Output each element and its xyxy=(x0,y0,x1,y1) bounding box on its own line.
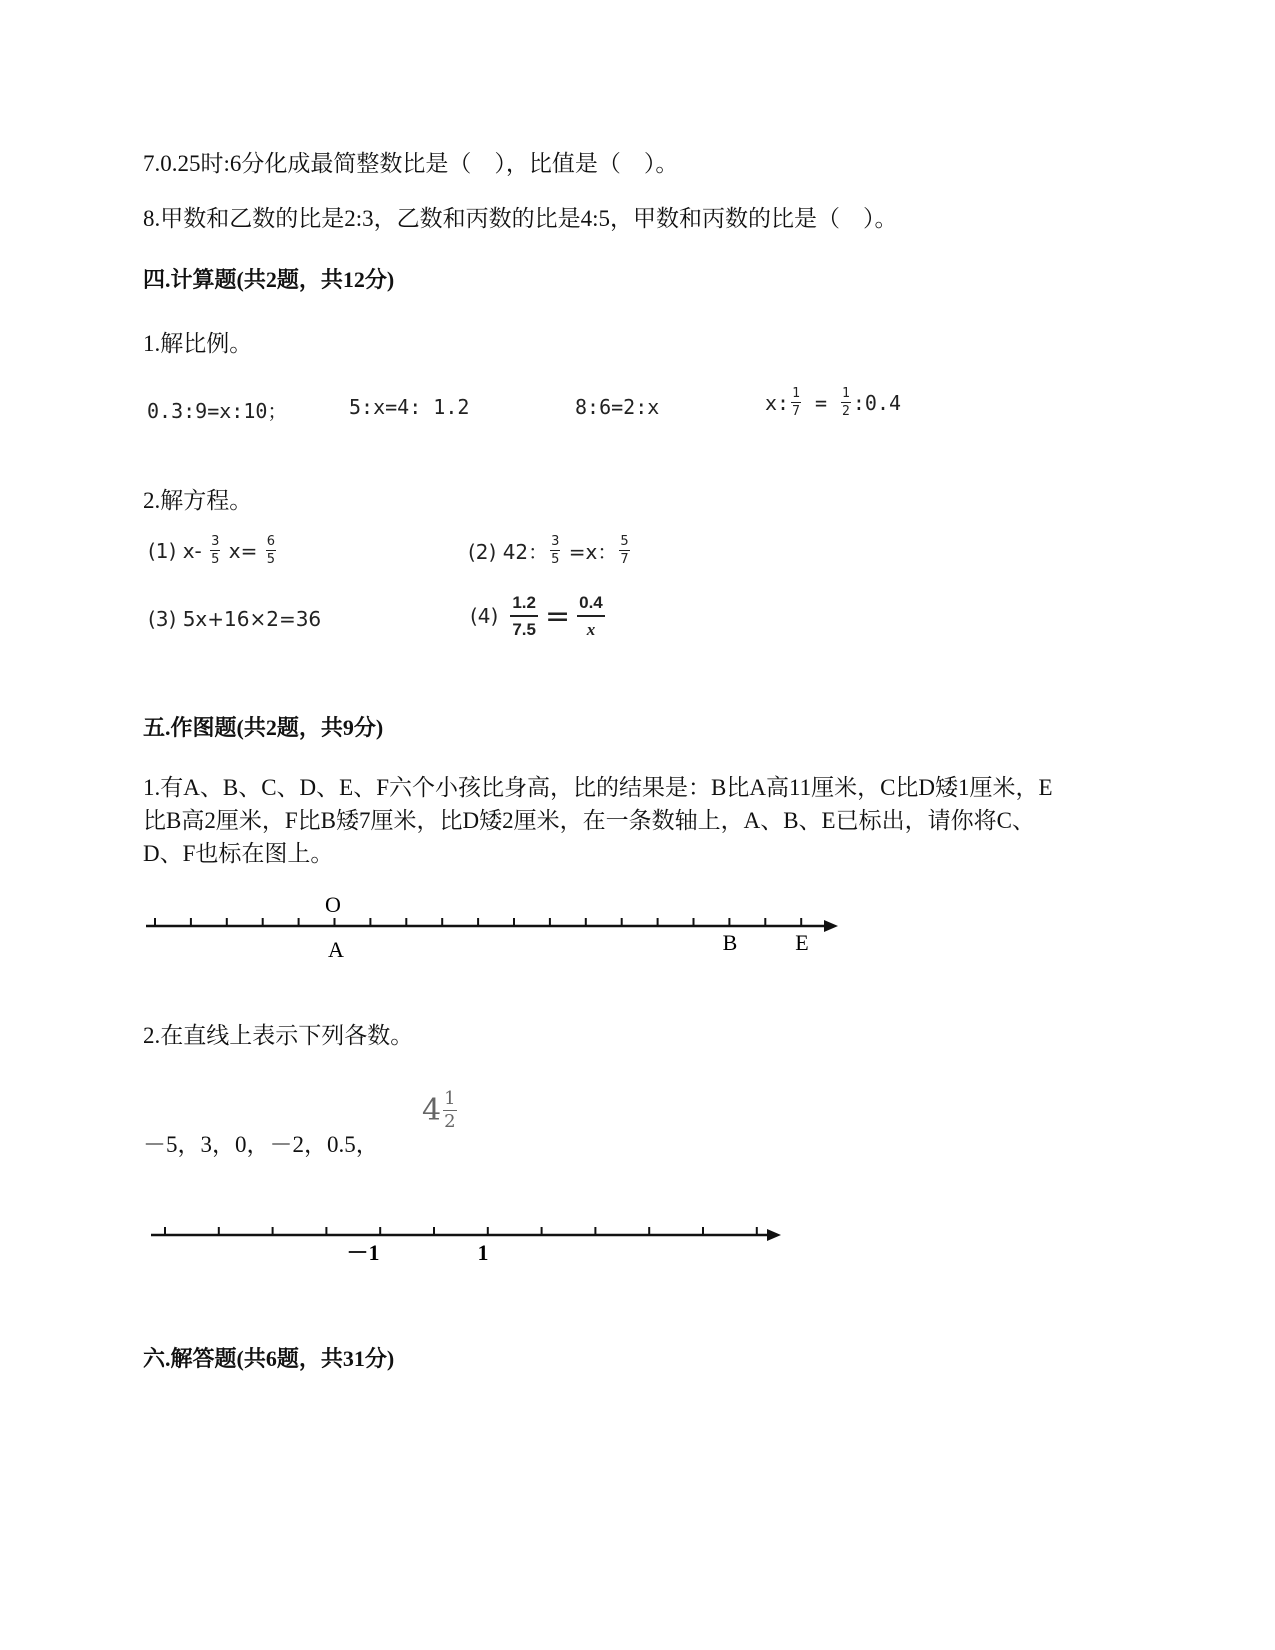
problem-4-2-title: 2.解方程。 xyxy=(143,488,253,513)
proportion-4 xyxy=(765,387,901,418)
question-7: 7.0.25时:6分化成最简整数比是（ ），比值是（ ）。 xyxy=(143,151,679,176)
equation-4 xyxy=(470,594,608,638)
section-5-title: 五.作图题(共2题，共9分) xyxy=(143,715,384,740)
label-minus-one: －1 xyxy=(346,1240,380,1265)
proportion-1: 0.3:9=x:10； xyxy=(147,399,288,423)
equation-1-mid: x= xyxy=(222,538,264,563)
fraction-denominator: 5 xyxy=(551,552,560,567)
fraction-one-seventh xyxy=(791,387,801,418)
fraction-numerator: 1 xyxy=(444,1088,456,1109)
equation-4-label: (4) xyxy=(470,604,499,628)
fraction-six-fifths xyxy=(266,535,276,566)
equation-2-left: (2) 42： xyxy=(468,540,549,564)
problem-4-1-title: 1.解比例。 xyxy=(143,331,253,356)
fraction-0.4-over-x xyxy=(577,594,605,638)
fraction-denominator: 7.5 xyxy=(512,620,536,639)
axis-arrow xyxy=(767,1229,781,1241)
fraction-three-fifths xyxy=(550,535,560,566)
fraction-denominator: 5 xyxy=(211,552,220,567)
fraction-numerator: 1.2 xyxy=(510,594,538,617)
numbers-list: －5，3，0，－2，0.5， xyxy=(143,1132,379,1157)
fraction-numerator: 6 xyxy=(266,534,275,549)
equation-2-mid: =x： xyxy=(562,540,618,564)
fraction-denominator: x xyxy=(586,620,596,639)
axis-arrow xyxy=(824,920,838,932)
fraction-1.2-over-7.5 xyxy=(510,594,538,638)
label-e: E xyxy=(795,930,809,955)
fraction-numerator: 1 xyxy=(792,386,800,401)
equals-sign: = xyxy=(544,598,571,634)
proportion-3: 8:6=2:x xyxy=(575,395,660,419)
proportion-4-left: x: xyxy=(765,390,790,415)
fraction-denominator: 2 xyxy=(444,1111,456,1132)
label-one: 1 xyxy=(477,1240,489,1265)
equation-2 xyxy=(468,535,632,566)
fraction-numerator: 1 xyxy=(842,386,850,401)
equation-1 xyxy=(148,535,278,566)
fraction-denominator: 7 xyxy=(792,404,800,419)
mixed-number-four-and-a-half xyxy=(422,1090,459,1131)
fraction-numerator: 3 xyxy=(551,534,560,549)
mixed-whole: 4 xyxy=(422,1093,442,1128)
proportion-2: 5:x=4: 1.2 xyxy=(349,395,470,419)
mixed-fraction xyxy=(443,1090,456,1131)
fraction-numerator: 3 xyxy=(211,534,220,549)
fraction-denominator: 7 xyxy=(620,552,629,567)
fraction-numerator: 0.4 xyxy=(577,594,605,617)
label-a: A xyxy=(328,937,344,962)
problem-5-2-title: 2.在直线上表示下列各数。 xyxy=(143,1023,414,1048)
equation-1-left: (1) x- xyxy=(148,538,209,563)
section-6-title: 六.解答题(共6题，共31分) xyxy=(143,1346,395,1371)
number-line-heights xyxy=(140,885,850,965)
section-4-title: 四.计算题(共2题，共12分) xyxy=(143,267,395,292)
problem-5-1-text: 1.有A、B、C、D、E、F六个小孩比身高，比的结果是：B比A高11厘米，C比D矮1厘米，E比B高2厘米，F比B矮7厘米，比D矮2厘米，在一条数轴上，A、B、E已标出，请你将C、D、F也标在图上。 xyxy=(143,775,1053,866)
fraction-denominator: 5 xyxy=(266,552,275,567)
label-b: B xyxy=(722,930,738,955)
number-line-values xyxy=(145,1215,795,1275)
equals-sign: = xyxy=(802,390,840,415)
fraction-one-half xyxy=(841,387,851,418)
fraction-three-fifths xyxy=(210,535,220,566)
proportion-4-right: :0.4 xyxy=(852,390,902,415)
fraction-numerator: 5 xyxy=(620,534,629,549)
equation-3: (3) 5x+16×2=36 xyxy=(148,607,322,631)
fraction-denominator: 2 xyxy=(842,404,850,419)
question-8: 8.甲数和乙数的比是2:3，乙数和丙数的比是4:5，甲数和丙数的比是（ ）。 xyxy=(143,206,898,231)
fraction-five-sevenths xyxy=(619,535,629,566)
label-o: O xyxy=(325,892,341,917)
